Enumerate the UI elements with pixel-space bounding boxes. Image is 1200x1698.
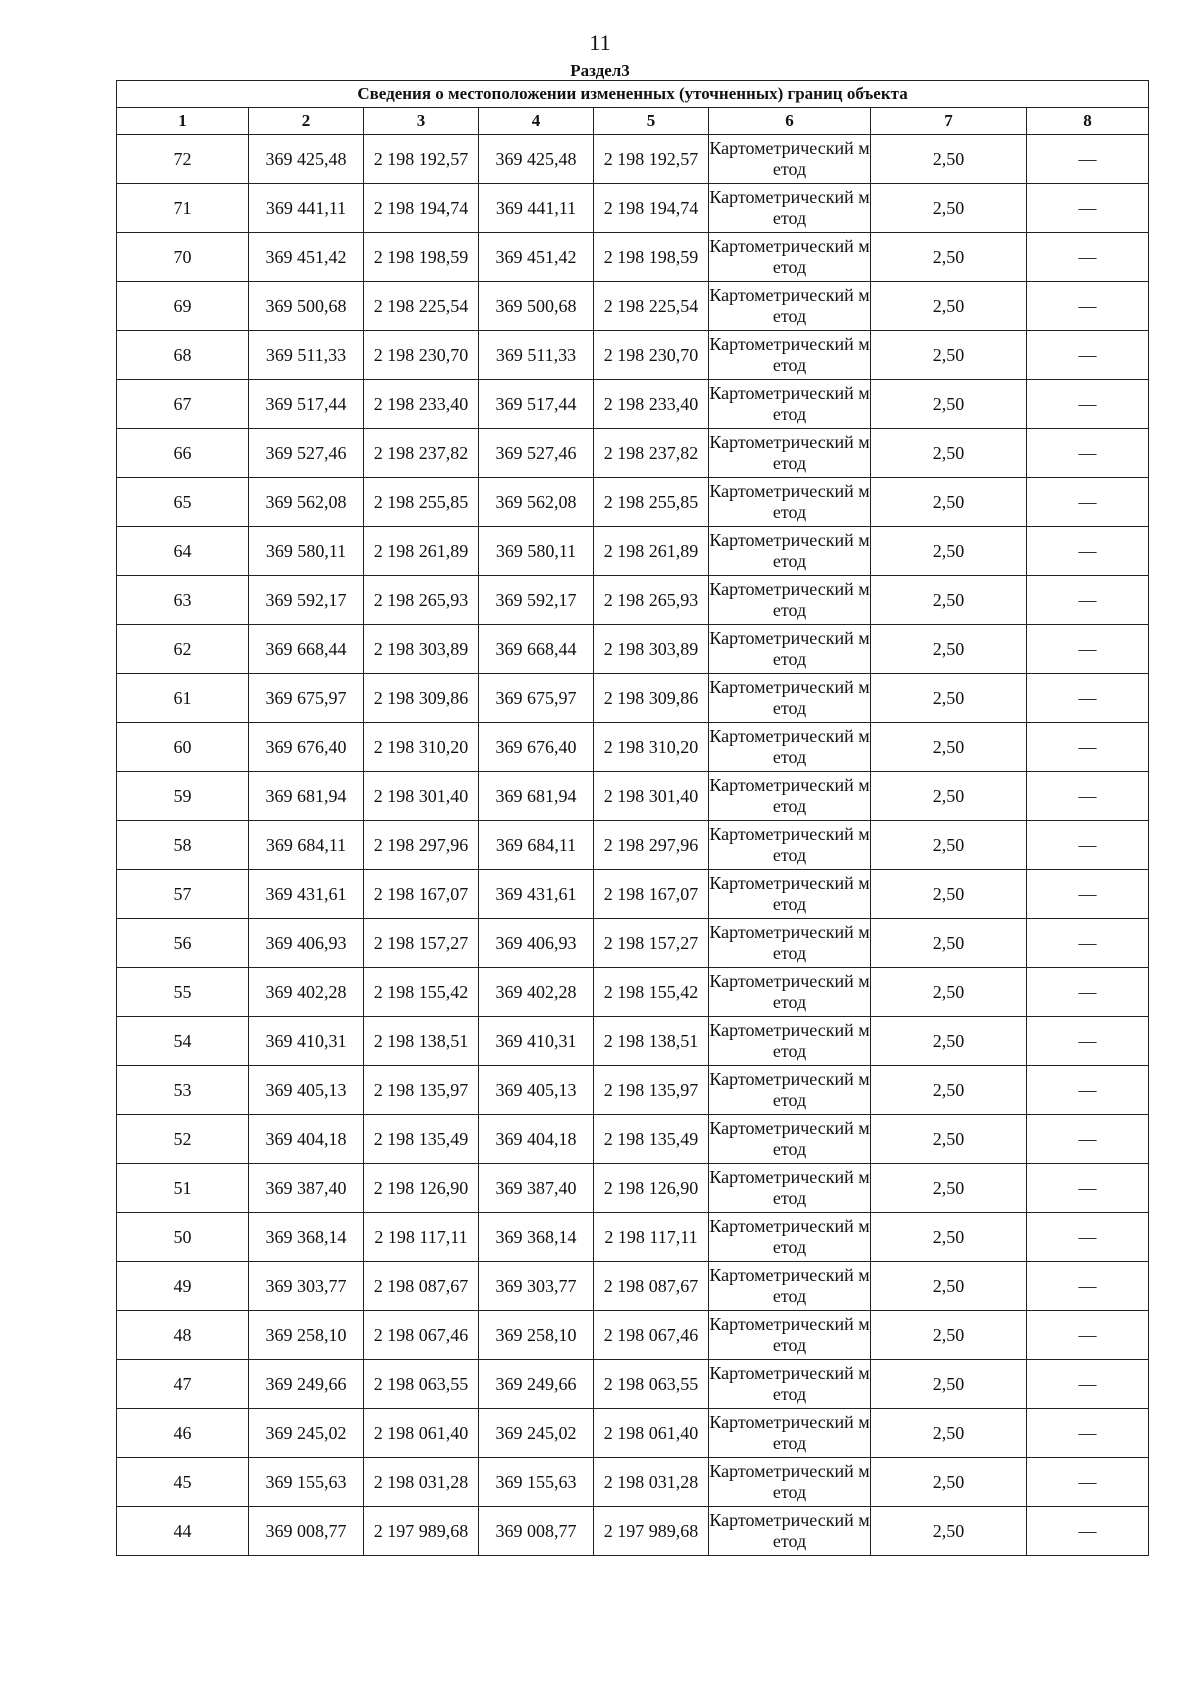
page-number: 11 <box>589 30 611 55</box>
y-coordinate-refined-cell: 2 198 192,57 <box>594 135 709 184</box>
column-number-6: 6 <box>709 108 871 135</box>
point-number-cell: 64 <box>117 527 249 576</box>
accuracy-cell: 2,50 <box>871 380 1027 429</box>
table-row <box>117 576 1149 625</box>
y-coordinate-refined-cell: 2 198 155,42 <box>594 968 709 1017</box>
y-coordinate-refined-cell: 2 198 135,49 <box>594 1115 709 1164</box>
method-cell: Картометрический метод <box>709 1262 871 1311</box>
point-number-cell: 58 <box>117 821 249 870</box>
accuracy-cell: 2,50 <box>871 233 1027 282</box>
method-cell: Картометрический метод <box>709 478 871 527</box>
x-coordinate-cell: 369 684,11 <box>249 821 364 870</box>
column-number-5: 5 <box>594 108 709 135</box>
table-row <box>117 723 1149 772</box>
x-coordinate-refined-cell: 369 500,68 <box>479 282 594 331</box>
method-cell: Картометрический метод <box>709 282 871 331</box>
y-coordinate-cell: 2 198 261,89 <box>364 527 479 576</box>
point-number-cell: 72 <box>117 135 249 184</box>
x-coordinate-refined-cell: 369 402,28 <box>479 968 594 1017</box>
y-coordinate-refined-cell: 2 198 255,85 <box>594 478 709 527</box>
column-number-4: 4 <box>479 108 594 135</box>
table-row <box>117 1164 1149 1213</box>
point-number-cell: 48 <box>117 1311 249 1360</box>
accuracy-cell: 2,50 <box>871 282 1027 331</box>
x-coordinate-refined-cell: 369 592,17 <box>479 576 594 625</box>
x-coordinate-refined-cell: 369 441,11 <box>479 184 594 233</box>
table-row <box>117 527 1149 576</box>
point-number-cell: 63 <box>117 576 249 625</box>
x-coordinate-cell: 369 676,40 <box>249 723 364 772</box>
table-row <box>117 821 1149 870</box>
x-coordinate-refined-cell: 369 303,77 <box>479 1262 594 1311</box>
x-coordinate-cell: 369 668,44 <box>249 625 364 674</box>
table-row <box>117 919 1149 968</box>
method-cell: Картометрический метод <box>709 1213 871 1262</box>
y-coordinate-refined-cell: 2 198 061,40 <box>594 1409 709 1458</box>
y-coordinate-refined-cell: 2 198 303,89 <box>594 625 709 674</box>
x-coordinate-refined-cell: 369 527,46 <box>479 429 594 478</box>
column-number-2: 2 <box>249 108 364 135</box>
method-cell: Картометрический метод <box>709 184 871 233</box>
table-row <box>117 1017 1149 1066</box>
y-coordinate-cell: 2 198 157,27 <box>364 919 479 968</box>
description-cell: — <box>1027 870 1149 919</box>
y-coordinate-refined-cell: 2 198 198,59 <box>594 233 709 282</box>
y-coordinate-cell: 2 198 155,42 <box>364 968 479 1017</box>
description-cell: — <box>1027 331 1149 380</box>
y-coordinate-cell: 2 198 135,49 <box>364 1115 479 1164</box>
point-number-cell: 62 <box>117 625 249 674</box>
description-cell: — <box>1027 429 1149 478</box>
method-cell: Картометрический метод <box>709 1409 871 1458</box>
y-coordinate-cell: 2 198 061,40 <box>364 1409 479 1458</box>
accuracy-cell: 2,50 <box>871 1115 1027 1164</box>
y-coordinate-refined-cell: 2 198 225,54 <box>594 282 709 331</box>
accuracy-cell: 2,50 <box>871 1066 1027 1115</box>
y-coordinate-cell: 2 198 198,59 <box>364 233 479 282</box>
description-cell: — <box>1027 1115 1149 1164</box>
description-cell: — <box>1027 576 1149 625</box>
method-cell: Картометрический метод <box>709 968 871 1017</box>
description-cell: — <box>1027 233 1149 282</box>
accuracy-cell: 2,50 <box>871 478 1027 527</box>
accuracy-cell: 2,50 <box>871 135 1027 184</box>
x-coordinate-refined-cell: 369 008,77 <box>479 1507 594 1556</box>
point-number-cell: 45 <box>117 1458 249 1507</box>
table-row <box>117 1115 1149 1164</box>
point-number-cell: 56 <box>117 919 249 968</box>
method-cell: Картометрический метод <box>709 870 871 919</box>
table-row <box>117 1458 1149 1507</box>
description-cell: — <box>1027 821 1149 870</box>
accuracy-cell: 2,50 <box>871 1409 1027 1458</box>
y-coordinate-refined-cell: 2 198 063,55 <box>594 1360 709 1409</box>
y-coordinate-refined-cell: 2 198 310,20 <box>594 723 709 772</box>
description-cell: — <box>1027 1458 1149 1507</box>
y-coordinate-refined-cell: 2 198 117,11 <box>594 1213 709 1262</box>
accuracy-cell: 2,50 <box>871 1017 1027 1066</box>
x-coordinate-refined-cell: 369 387,40 <box>479 1164 594 1213</box>
y-coordinate-refined-cell: 2 198 233,40 <box>594 380 709 429</box>
method-cell: Картометрический метод <box>709 233 871 282</box>
table-row <box>117 282 1149 331</box>
point-number-cell: 47 <box>117 1360 249 1409</box>
point-number-cell: 46 <box>117 1409 249 1458</box>
x-coordinate-refined-cell: 369 511,33 <box>479 331 594 380</box>
method-cell: Картометрический метод <box>709 1066 871 1115</box>
point-number-cell: 69 <box>117 282 249 331</box>
boundary-coordinates-table <box>116 80 1149 1556</box>
column-number-8: 8 <box>1027 108 1149 135</box>
point-number-cell: 65 <box>117 478 249 527</box>
x-coordinate-refined-cell: 369 405,13 <box>479 1066 594 1115</box>
accuracy-cell: 2,50 <box>871 919 1027 968</box>
method-cell: Картометрический метод <box>709 1115 871 1164</box>
y-coordinate-cell: 2 198 310,20 <box>364 723 479 772</box>
point-number-cell: 51 <box>117 1164 249 1213</box>
column-number-3: 3 <box>364 108 479 135</box>
y-coordinate-refined-cell: 2 198 261,89 <box>594 527 709 576</box>
x-coordinate-cell: 369 431,61 <box>249 870 364 919</box>
accuracy-cell: 2,50 <box>871 1164 1027 1213</box>
x-coordinate-cell: 369 303,77 <box>249 1262 364 1311</box>
x-coordinate-cell: 369 155,63 <box>249 1458 364 1507</box>
table-row <box>117 380 1149 429</box>
y-coordinate-cell: 2 198 063,55 <box>364 1360 479 1409</box>
y-coordinate-refined-cell: 2 198 230,70 <box>594 331 709 380</box>
x-coordinate-cell: 369 258,10 <box>249 1311 364 1360</box>
description-cell: — <box>1027 184 1149 233</box>
x-coordinate-cell: 369 410,31 <box>249 1017 364 1066</box>
description-cell: — <box>1027 478 1149 527</box>
y-coordinate-cell: 2 198 087,67 <box>364 1262 479 1311</box>
x-coordinate-cell: 369 580,11 <box>249 527 364 576</box>
table-caption: Сведения о местоположении измененных (уточненных) границ объекта <box>117 81 1149 108</box>
accuracy-cell: 2,50 <box>871 1311 1027 1360</box>
table-row <box>117 625 1149 674</box>
y-coordinate-cell: 2 198 225,54 <box>364 282 479 331</box>
accuracy-cell: 2,50 <box>871 576 1027 625</box>
y-coordinate-cell: 2 197 989,68 <box>364 1507 479 1556</box>
table-row <box>117 478 1149 527</box>
description-cell: — <box>1027 527 1149 576</box>
accuracy-cell: 2,50 <box>871 1360 1027 1409</box>
point-number-cell: 61 <box>117 674 249 723</box>
x-coordinate-cell: 369 245,02 <box>249 1409 364 1458</box>
table-row <box>117 1311 1149 1360</box>
x-coordinate-cell: 369 500,68 <box>249 282 364 331</box>
table-row <box>117 233 1149 282</box>
point-number-cell: 70 <box>117 233 249 282</box>
x-coordinate-refined-cell: 369 676,40 <box>479 723 594 772</box>
y-coordinate-cell: 2 198 194,74 <box>364 184 479 233</box>
x-coordinate-refined-cell: 369 258,10 <box>479 1311 594 1360</box>
table-row <box>117 1409 1149 1458</box>
table-row <box>117 1507 1149 1556</box>
x-coordinate-refined-cell: 369 562,08 <box>479 478 594 527</box>
description-cell: — <box>1027 380 1149 429</box>
x-coordinate-refined-cell: 369 406,93 <box>479 919 594 968</box>
x-coordinate-cell: 369 405,13 <box>249 1066 364 1115</box>
accuracy-cell: 2,50 <box>871 723 1027 772</box>
accuracy-cell: 2,50 <box>871 429 1027 478</box>
method-cell: Картометрический метод <box>709 625 871 674</box>
point-number-cell: 49 <box>117 1262 249 1311</box>
y-coordinate-refined-cell: 2 198 126,90 <box>594 1164 709 1213</box>
method-cell: Картометрический метод <box>709 429 871 478</box>
x-coordinate-refined-cell: 369 580,11 <box>479 527 594 576</box>
x-coordinate-cell: 369 511,33 <box>249 331 364 380</box>
method-cell: Картометрический метод <box>709 331 871 380</box>
description-cell: — <box>1027 723 1149 772</box>
y-coordinate-cell: 2 198 230,70 <box>364 331 479 380</box>
x-coordinate-refined-cell: 369 517,44 <box>479 380 594 429</box>
table-row <box>117 1262 1149 1311</box>
point-number-cell: 68 <box>117 331 249 380</box>
y-coordinate-cell: 2 198 138,51 <box>364 1017 479 1066</box>
column-numbers-row <box>117 108 1149 135</box>
accuracy-cell: 2,50 <box>871 674 1027 723</box>
y-coordinate-cell: 2 198 126,90 <box>364 1164 479 1213</box>
x-coordinate-refined-cell: 369 451,42 <box>479 233 594 282</box>
method-cell: Картометрический метод <box>709 1017 871 1066</box>
x-coordinate-cell: 369 008,77 <box>249 1507 364 1556</box>
x-coordinate-cell: 369 527,46 <box>249 429 364 478</box>
column-number-7: 7 <box>871 108 1027 135</box>
y-coordinate-refined-cell: 2 198 031,28 <box>594 1458 709 1507</box>
accuracy-cell: 2,50 <box>871 1213 1027 1262</box>
x-coordinate-cell: 369 402,28 <box>249 968 364 1017</box>
x-coordinate-cell: 369 425,48 <box>249 135 364 184</box>
method-cell: Картометрический метод <box>709 135 871 184</box>
x-coordinate-refined-cell: 369 368,14 <box>479 1213 594 1262</box>
accuracy-cell: 2,50 <box>871 1262 1027 1311</box>
x-coordinate-cell: 369 441,11 <box>249 184 364 233</box>
description-cell: — <box>1027 674 1149 723</box>
y-coordinate-refined-cell: 2 198 265,93 <box>594 576 709 625</box>
y-coordinate-refined-cell: 2 198 138,51 <box>594 1017 709 1066</box>
accuracy-cell: 2,50 <box>871 1507 1027 1556</box>
point-number-cell: 54 <box>117 1017 249 1066</box>
table-row <box>117 135 1149 184</box>
y-coordinate-cell: 2 198 265,93 <box>364 576 479 625</box>
y-coordinate-cell: 2 198 303,89 <box>364 625 479 674</box>
y-coordinate-cell: 2 198 297,96 <box>364 821 479 870</box>
description-cell: — <box>1027 772 1149 821</box>
point-number-cell: 52 <box>117 1115 249 1164</box>
table-row <box>117 184 1149 233</box>
x-coordinate-cell: 369 517,44 <box>249 380 364 429</box>
x-coordinate-cell: 369 404,18 <box>249 1115 364 1164</box>
x-coordinate-refined-cell: 369 675,97 <box>479 674 594 723</box>
method-cell: Картометрический метод <box>709 380 871 429</box>
y-coordinate-refined-cell: 2 198 297,96 <box>594 821 709 870</box>
y-coordinate-cell: 2 198 255,85 <box>364 478 479 527</box>
y-coordinate-cell: 2 198 135,97 <box>364 1066 479 1115</box>
point-number-cell: 57 <box>117 870 249 919</box>
point-number-cell: 71 <box>117 184 249 233</box>
point-number-cell: 44 <box>117 1507 249 1556</box>
point-number-cell: 55 <box>117 968 249 1017</box>
y-coordinate-cell: 2 198 117,11 <box>364 1213 479 1262</box>
y-coordinate-refined-cell: 2 198 087,67 <box>594 1262 709 1311</box>
accuracy-cell: 2,50 <box>871 625 1027 674</box>
y-coordinate-refined-cell: 2 198 309,86 <box>594 674 709 723</box>
method-cell: Картометрический метод <box>709 821 871 870</box>
accuracy-cell: 2,50 <box>871 527 1027 576</box>
description-cell: — <box>1027 282 1149 331</box>
description-cell: — <box>1027 1066 1149 1115</box>
accuracy-cell: 2,50 <box>871 184 1027 233</box>
y-coordinate-cell: 2 198 233,40 <box>364 380 479 429</box>
column-number-1: 1 <box>117 108 249 135</box>
method-cell: Картометрический метод <box>709 674 871 723</box>
x-coordinate-refined-cell: 369 684,11 <box>479 821 594 870</box>
x-coordinate-refined-cell: 369 249,66 <box>479 1360 594 1409</box>
y-coordinate-cell: 2 198 192,57 <box>364 135 479 184</box>
x-coordinate-cell: 369 681,94 <box>249 772 364 821</box>
accuracy-cell: 2,50 <box>871 870 1027 919</box>
method-cell: Картометрический метод <box>709 723 871 772</box>
table-row <box>117 429 1149 478</box>
y-coordinate-cell: 2 198 301,40 <box>364 772 479 821</box>
x-coordinate-refined-cell: 369 245,02 <box>479 1409 594 1458</box>
x-coordinate-refined-cell: 369 404,18 <box>479 1115 594 1164</box>
point-number-cell: 67 <box>117 380 249 429</box>
table-row <box>117 331 1149 380</box>
accuracy-cell: 2,50 <box>871 772 1027 821</box>
description-cell: — <box>1027 919 1149 968</box>
section-title: Раздел3 <box>570 61 630 80</box>
x-coordinate-cell: 369 368,14 <box>249 1213 364 1262</box>
x-coordinate-cell: 369 249,66 <box>249 1360 364 1409</box>
x-coordinate-refined-cell: 369 155,63 <box>479 1458 594 1507</box>
method-cell: Картометрический метод <box>709 1458 871 1507</box>
table-row <box>117 1360 1149 1409</box>
method-cell: Картометрический метод <box>709 1311 871 1360</box>
y-coordinate-cell: 2 198 167,07 <box>364 870 479 919</box>
description-cell: — <box>1027 1017 1149 1066</box>
x-coordinate-refined-cell: 369 425,48 <box>479 135 594 184</box>
x-coordinate-cell: 369 406,93 <box>249 919 364 968</box>
x-coordinate-cell: 369 451,42 <box>249 233 364 282</box>
x-coordinate-refined-cell: 369 410,31 <box>479 1017 594 1066</box>
y-coordinate-cell: 2 198 067,46 <box>364 1311 479 1360</box>
table-row <box>117 1066 1149 1115</box>
y-coordinate-cell: 2 198 309,86 <box>364 674 479 723</box>
y-coordinate-refined-cell: 2 198 237,82 <box>594 429 709 478</box>
description-cell: — <box>1027 1213 1149 1262</box>
point-number-cell: 66 <box>117 429 249 478</box>
table-body <box>117 135 1149 1556</box>
point-number-cell: 53 <box>117 1066 249 1115</box>
y-coordinate-refined-cell: 2 198 135,97 <box>594 1066 709 1115</box>
description-cell: — <box>1027 135 1149 184</box>
description-cell: — <box>1027 1409 1149 1458</box>
x-coordinate-refined-cell: 369 668,44 <box>479 625 594 674</box>
method-cell: Картометрический метод <box>709 576 871 625</box>
y-coordinate-refined-cell: 2 198 167,07 <box>594 870 709 919</box>
accuracy-cell: 2,50 <box>871 331 1027 380</box>
table-row <box>117 674 1149 723</box>
description-cell: — <box>1027 968 1149 1017</box>
point-number-cell: 60 <box>117 723 249 772</box>
accuracy-cell: 2,50 <box>871 968 1027 1017</box>
point-number-cell: 59 <box>117 772 249 821</box>
x-coordinate-refined-cell: 369 431,61 <box>479 870 594 919</box>
x-coordinate-cell: 369 562,08 <box>249 478 364 527</box>
accuracy-cell: 2,50 <box>871 821 1027 870</box>
table-row <box>117 1213 1149 1262</box>
x-coordinate-cell: 369 387,40 <box>249 1164 364 1213</box>
description-cell: — <box>1027 1507 1149 1556</box>
method-cell: Картометрический метод <box>709 1507 871 1556</box>
description-cell: — <box>1027 1262 1149 1311</box>
table-row <box>117 870 1149 919</box>
y-coordinate-cell: 2 198 031,28 <box>364 1458 479 1507</box>
table-row <box>117 772 1149 821</box>
description-cell: — <box>1027 1311 1149 1360</box>
method-cell: Картометрический метод <box>709 1164 871 1213</box>
y-coordinate-refined-cell: 2 197 989,68 <box>594 1507 709 1556</box>
method-cell: Картометрический метод <box>709 1360 871 1409</box>
y-coordinate-refined-cell: 2 198 067,46 <box>594 1311 709 1360</box>
table-caption-row <box>117 81 1149 108</box>
x-coordinate-refined-cell: 369 681,94 <box>479 772 594 821</box>
method-cell: Картометрический метод <box>709 527 871 576</box>
method-cell: Картометрический метод <box>709 772 871 821</box>
x-coordinate-cell: 369 592,17 <box>249 576 364 625</box>
y-coordinate-refined-cell: 2 198 301,40 <box>594 772 709 821</box>
x-coordinate-cell: 369 675,97 <box>249 674 364 723</box>
description-cell: — <box>1027 625 1149 674</box>
accuracy-cell: 2,50 <box>871 1458 1027 1507</box>
point-number-cell: 50 <box>117 1213 249 1262</box>
y-coordinate-refined-cell: 2 198 194,74 <box>594 184 709 233</box>
y-coordinate-refined-cell: 2 198 157,27 <box>594 919 709 968</box>
y-coordinate-cell: 2 198 237,82 <box>364 429 479 478</box>
description-cell: — <box>1027 1360 1149 1409</box>
method-cell: Картометрический метод <box>709 919 871 968</box>
table-row <box>117 968 1149 1017</box>
description-cell: — <box>1027 1164 1149 1213</box>
